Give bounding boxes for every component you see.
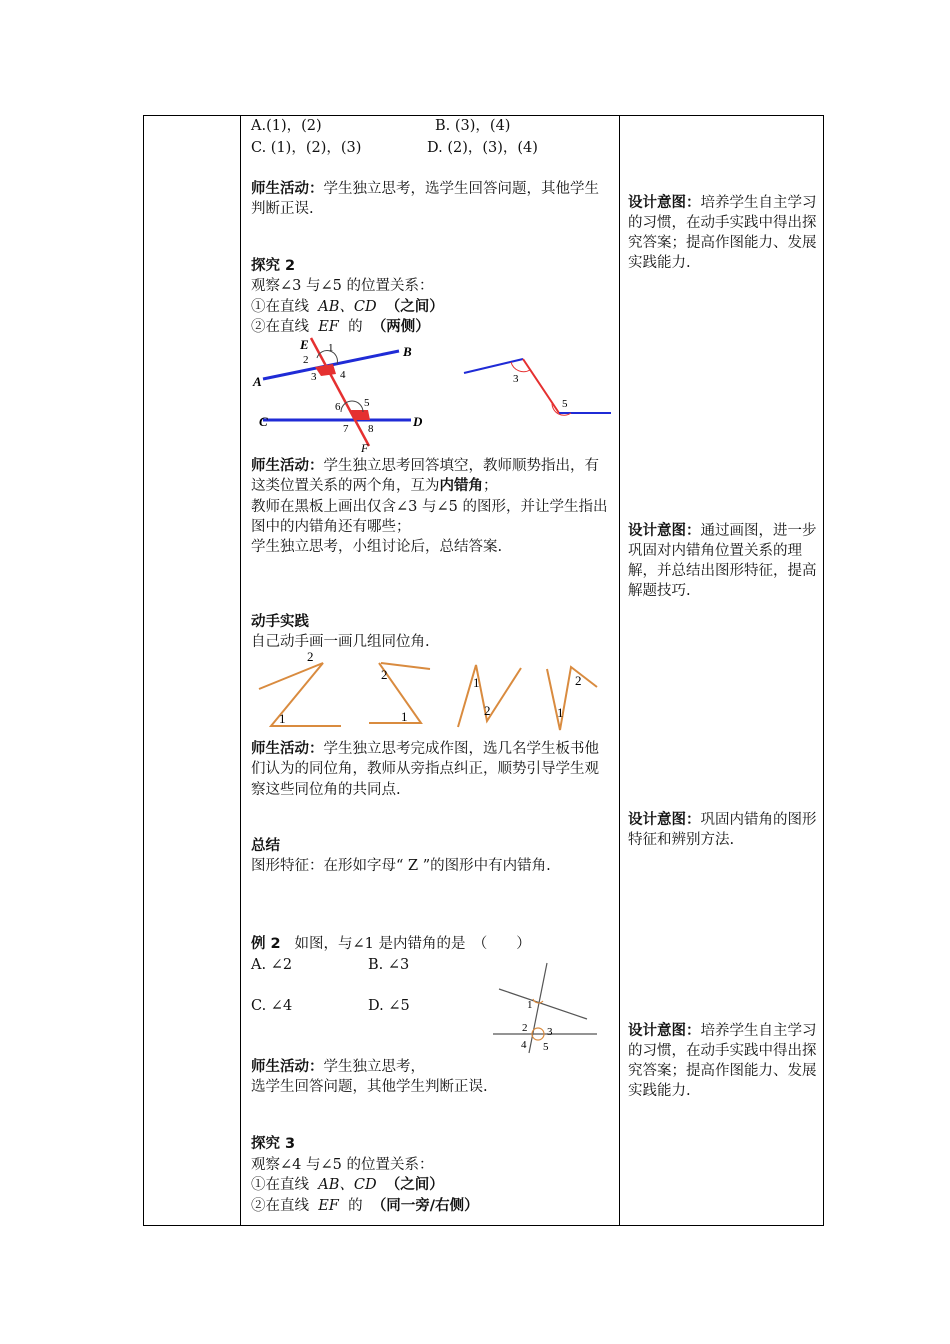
item-line: EF [318, 1198, 339, 1214]
activity-1 [251, 179, 613, 220]
practice-label: 2 [575, 673, 582, 688]
design-label: 设计意图： [628, 523, 701, 539]
shape-1 [259, 663, 341, 726]
example2-option-b: B. ∠3 [368, 957, 410, 973]
angle-1-arc [533, 999, 543, 1003]
z-diagonal [523, 359, 559, 413]
example-angle-label: 2 [522, 1022, 528, 1034]
activity-3 [251, 739, 613, 800]
angle-label: 4 [340, 369, 346, 381]
example2-option-d: D. ∠5 [368, 998, 410, 1014]
lesson-table [143, 115, 824, 1226]
example2-figure [489, 961, 609, 1056]
practice-label: 2 [484, 703, 491, 718]
example-title: 例 2 [251, 936, 281, 952]
practice-label: 1 [473, 675, 480, 690]
angle-label: 1 [328, 342, 334, 354]
design-intent-4 [628, 1021, 820, 1101]
term-highlight: 内错角 [439, 478, 483, 495]
item-answer: （之间） [385, 1177, 444, 1193]
item-answer: （同一旁/右侧） [371, 1198, 479, 1214]
activity-text: 学生独立思考，选学生回答问题，其他学生判断正误. [251, 181, 599, 218]
item-answer: （两侧） [371, 319, 430, 335]
z-angle-label: 5 [562, 398, 568, 410]
option-d: D. (2)，(3)，(4) [427, 140, 538, 156]
label-b: B [403, 344, 412, 359]
angle-label: 8 [368, 423, 374, 435]
explore2-title: 探究 2 [251, 258, 296, 274]
activity-text: 学生独立思考， [323, 1059, 425, 1075]
example-text: 如图，与∠1 是内错角的是 （ ） [294, 936, 531, 952]
shape-4 [547, 667, 597, 730]
activity-text-end: ； [483, 478, 498, 495]
column-divider-left [240, 116, 241, 1225]
item-prefix: ①在直线 [251, 1177, 309, 1193]
angle-label: 7 [343, 423, 349, 435]
practice-title: 动手实践 [251, 614, 309, 630]
activity-text: 教师在黑板上画出仅含∠3 与∠5 的图形，并让学生指出图中的内错角还有哪些； [251, 498, 608, 535]
angle-3-mark [315, 364, 336, 376]
design-intent-3 [628, 810, 820, 850]
explore3-item1 [251, 1175, 444, 1195]
option-b: B. (3)，(4) [435, 118, 511, 134]
angle-label: 6 [335, 401, 341, 413]
activity-4-line1 [251, 1057, 425, 1077]
shape-2 [369, 663, 421, 723]
item-answer: （之间） [385, 299, 444, 315]
item-lines: AB、CD [318, 299, 377, 315]
design-intent-2 [628, 521, 820, 601]
summary-text: 图形特征：在形如字母“ Z ”的图形中有内错角. [251, 858, 551, 874]
z-top-segment [464, 359, 523, 373]
practice-figure [251, 649, 616, 733]
summary-title: 总结 [251, 838, 280, 854]
example2-option-a: A. ∠2 [251, 957, 293, 973]
item-lines: AB、CD [318, 1177, 377, 1193]
option-a: A.(1)，(2) [251, 118, 322, 134]
activity-2 [251, 456, 613, 557]
label-e: E [300, 337, 309, 352]
design-text: 培养学生自主学习的习惯，在动手实践中得出探究答案；提高作图能力、发展实践能力. [628, 195, 817, 271]
label-c: C [259, 414, 268, 429]
shape-2-top [381, 663, 430, 669]
item-prefix: ②在直线 [251, 1198, 309, 1214]
item-mid: 的 [348, 319, 363, 335]
label-d: D [413, 414, 423, 429]
example2-question [251, 934, 531, 954]
activity-label: 师生活动： [251, 181, 324, 197]
practice-text: 自己动手画一画几组同位角. [251, 634, 430, 650]
practice-label: 1 [401, 709, 408, 724]
example-angle-label: 4 [521, 1039, 527, 1051]
explore3-item2 [251, 1196, 479, 1216]
item-prefix: ②在直线 [251, 319, 309, 335]
activity-label: 师生活动： [251, 1059, 324, 1075]
practice-label: 1 [279, 711, 286, 726]
label-f: F [361, 441, 369, 455]
line-upper [499, 989, 587, 1019]
activity-label: 师生活动： [251, 741, 324, 757]
item-prefix: ①在直线 [251, 299, 309, 315]
angle-label: 5 [364, 397, 370, 409]
angle-label: 2 [303, 354, 309, 366]
angle-label: 3 [311, 371, 317, 383]
design-intent-1 [628, 193, 820, 273]
label-a: A [253, 374, 262, 389]
transversal-figure [251, 334, 616, 455]
design-label: 设计意图： [628, 1023, 701, 1039]
example2-option-c: C. ∠4 [251, 998, 293, 1014]
design-label: 设计意图： [628, 195, 701, 211]
z-angle-label: 3 [513, 373, 519, 385]
explore3-observe: 观察∠4 与∠5 的位置关系： [251, 1157, 434, 1173]
practice-label: 2 [381, 667, 388, 682]
item-mid: 的 [348, 1198, 363, 1214]
example-angle-label: 1 [527, 999, 533, 1011]
explore3-title: 探究 3 [251, 1136, 296, 1152]
option-c: C. (1)，(2)，(3) [251, 140, 362, 156]
activity-text: 学生独立思考，小组讨论后，总结答案. [251, 539, 503, 556]
design-text: 巩固内错角的图形特征和辨别方法. [628, 812, 817, 848]
explore2-item1 [251, 297, 444, 317]
design-text: 培养学生自主学习的习惯，在动手实践中得出探究答案；提高作图能力、发展实践能力. [628, 1023, 817, 1099]
activity-text: 学生独立思考回答填空，教师顺势指出，有这类位置关系的两个角，互为 [251, 458, 599, 495]
design-text: 通过画图，进一步巩固对内错角位置关系的理解，并总结出图形特征，提高解题技巧. [628, 523, 817, 599]
example-angle-label: 3 [547, 1026, 553, 1038]
example-angle-label: 5 [543, 1041, 549, 1053]
activity-label: 师生活动： [251, 458, 324, 474]
practice-label: 2 [307, 649, 314, 664]
design-label: 设计意图： [628, 812, 701, 828]
column-divider-right [619, 116, 620, 1225]
item-line: EF [318, 319, 339, 335]
activity-4-line2: 选学生回答问题，其他学生判断正误. [251, 1079, 488, 1095]
practice-label: 1 [557, 705, 564, 720]
activity-text: 学生独立思考完成作图，选几名学生板书他们认为的同位角，教师从旁指点纠正，顺势引导学生观察这些同位角的共同点. [251, 741, 599, 798]
explore2-observe: 观察∠3 与∠5 的位置关系： [251, 278, 434, 294]
